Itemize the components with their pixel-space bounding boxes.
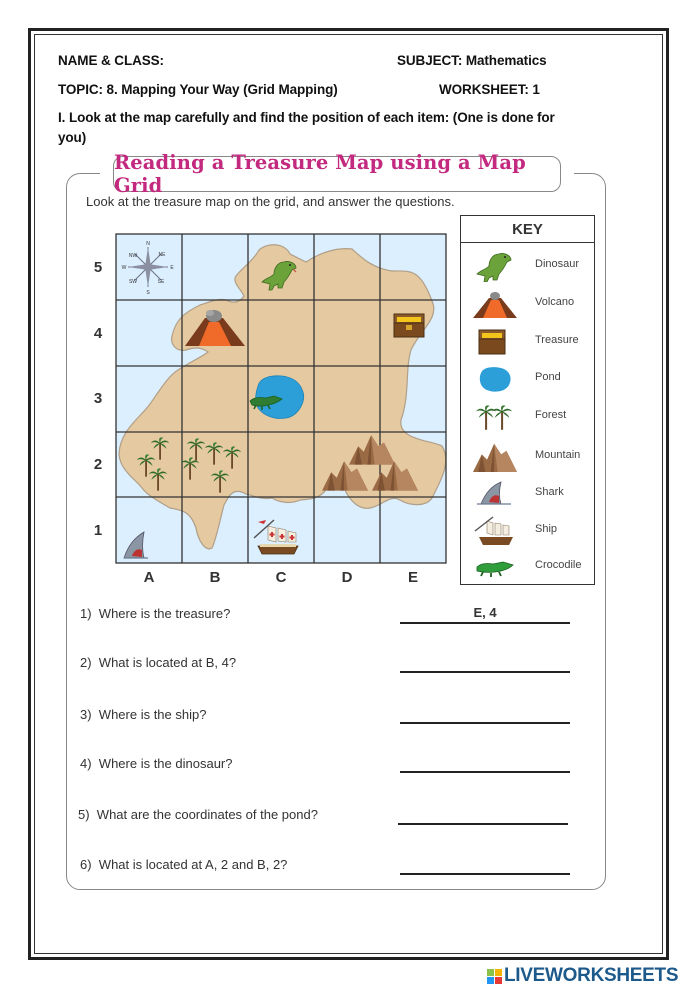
key-label: Treasure: [535, 334, 579, 346]
key-label: Mountain: [535, 449, 581, 461]
key-label: Volcano: [535, 296, 575, 308]
row-label-1: 1: [93, 522, 103, 539]
question-text: Where is the treasure?: [98, 606, 231, 621]
shark-icon: [473, 478, 517, 510]
subject-label: SUBJECT: Mathematics: [397, 53, 547, 68]
question-5: [78, 807, 318, 822]
key-item-crocodile: [461, 549, 594, 585]
key-item-mountain: [461, 439, 594, 475]
treasure-map-grid: [80, 225, 450, 570]
key-label: Shark: [535, 486, 564, 498]
answer-line-2[interactable]: [400, 671, 570, 673]
question-3: [80, 707, 206, 722]
panel-instructions: Look at the treasure map on the grid, and answer the questions.: [86, 194, 455, 209]
question-4: [80, 756, 232, 771]
panel-title: Reading a Treasure Map using a Map Grid: [114, 151, 526, 197]
map-key: [460, 215, 595, 585]
col-label-d: D: [341, 569, 353, 586]
row-label-3: 3: [93, 390, 103, 407]
question-number: 3): [80, 707, 92, 722]
key-label: Crocodile: [535, 559, 582, 571]
svg-text:NE: NE: [158, 252, 166, 258]
question-text: What are the coordinates of the pond?: [96, 807, 318, 822]
answer-line-5[interactable]: [398, 823, 568, 825]
col-label-a: A: [143, 569, 155, 586]
svg-text:SE: SE: [157, 279, 165, 285]
answer-1-value[interactable]: E, 4: [473, 605, 497, 620]
key-label: Ship: [535, 523, 558, 535]
question-number: 5): [78, 807, 90, 822]
liveworksheets-logo[interactable]: [487, 965, 678, 987]
question-6: [80, 857, 287, 872]
row-label-5: 5: [93, 259, 103, 276]
row-label-4: 4: [93, 325, 103, 342]
dinosaur-icon: [473, 250, 517, 282]
key-item-treasure: [461, 324, 594, 360]
answer-line-1[interactable]: [400, 622, 570, 624]
panel-title-box: [113, 151, 561, 197]
key-label: Dinosaur: [535, 258, 580, 270]
question-text: What is located at B, 4?: [98, 655, 237, 670]
palm-tree-icon: [473, 401, 517, 433]
crocodile-icon: [473, 551, 517, 583]
key-item-pond: [461, 361, 594, 397]
svg-text:N: N: [146, 241, 150, 247]
col-label-b: B: [209, 569, 221, 586]
worksheet-number: WORKSHEET: 1: [439, 82, 540, 97]
key-item-dinosaur: [461, 248, 594, 284]
answer-line-6[interactable]: [400, 873, 570, 875]
col-label-c: C: [275, 569, 287, 586]
question-number: 4): [80, 756, 92, 771]
question-text: What is located at A, 2 and B, 2?: [98, 857, 288, 872]
key-item-volcano: [461, 286, 594, 322]
question-text: Where is the ship?: [98, 707, 207, 722]
key-item-shark: [461, 476, 594, 512]
question-1: [80, 606, 230, 621]
question-number: 2): [80, 655, 92, 670]
mountain-icon: [473, 441, 517, 473]
treasure-chest-icon: [394, 314, 424, 337]
topic-label: TOPIC: 8. Mapping Your Way (Grid Mapping): [58, 82, 338, 97]
logo-blocks-icon: [487, 969, 502, 984]
question-text: Where is the dinosaur?: [98, 756, 233, 771]
question-number: 1): [80, 606, 92, 621]
volcano-icon: [473, 288, 517, 320]
answer-line-3[interactable]: [400, 722, 570, 724]
question-number: 6): [80, 857, 92, 872]
col-label-e: E: [407, 569, 418, 586]
svg-text:SW: SW: [128, 279, 138, 285]
key-label: Forest: [535, 409, 567, 421]
treasure-chest-icon: [473, 326, 517, 358]
key-item-forest: [461, 399, 594, 435]
svg-text:S: S: [146, 290, 150, 296]
question-2: [80, 655, 236, 670]
svg-text:W: W: [121, 265, 127, 271]
key-item-ship: [461, 513, 594, 549]
name-class-label: NAME & CLASS:: [58, 53, 164, 68]
answer-line-4[interactable]: [400, 771, 570, 773]
instruction-line-2: you): [58, 130, 87, 145]
row-label-2: 2: [93, 456, 103, 473]
key-title: KEY: [461, 216, 594, 243]
ship-icon: [473, 515, 517, 547]
pond-icon: [473, 363, 517, 395]
logo-text: LIVEWORKSHEETS: [504, 965, 679, 986]
svg-text:NW: NW: [128, 253, 138, 259]
instruction-line-1: I. Look at the map carefully and find the position of each item: (One is done for: [58, 110, 555, 125]
key-label: Pond: [535, 371, 561, 383]
svg-text:E: E: [170, 265, 174, 271]
pond: [256, 376, 304, 419]
